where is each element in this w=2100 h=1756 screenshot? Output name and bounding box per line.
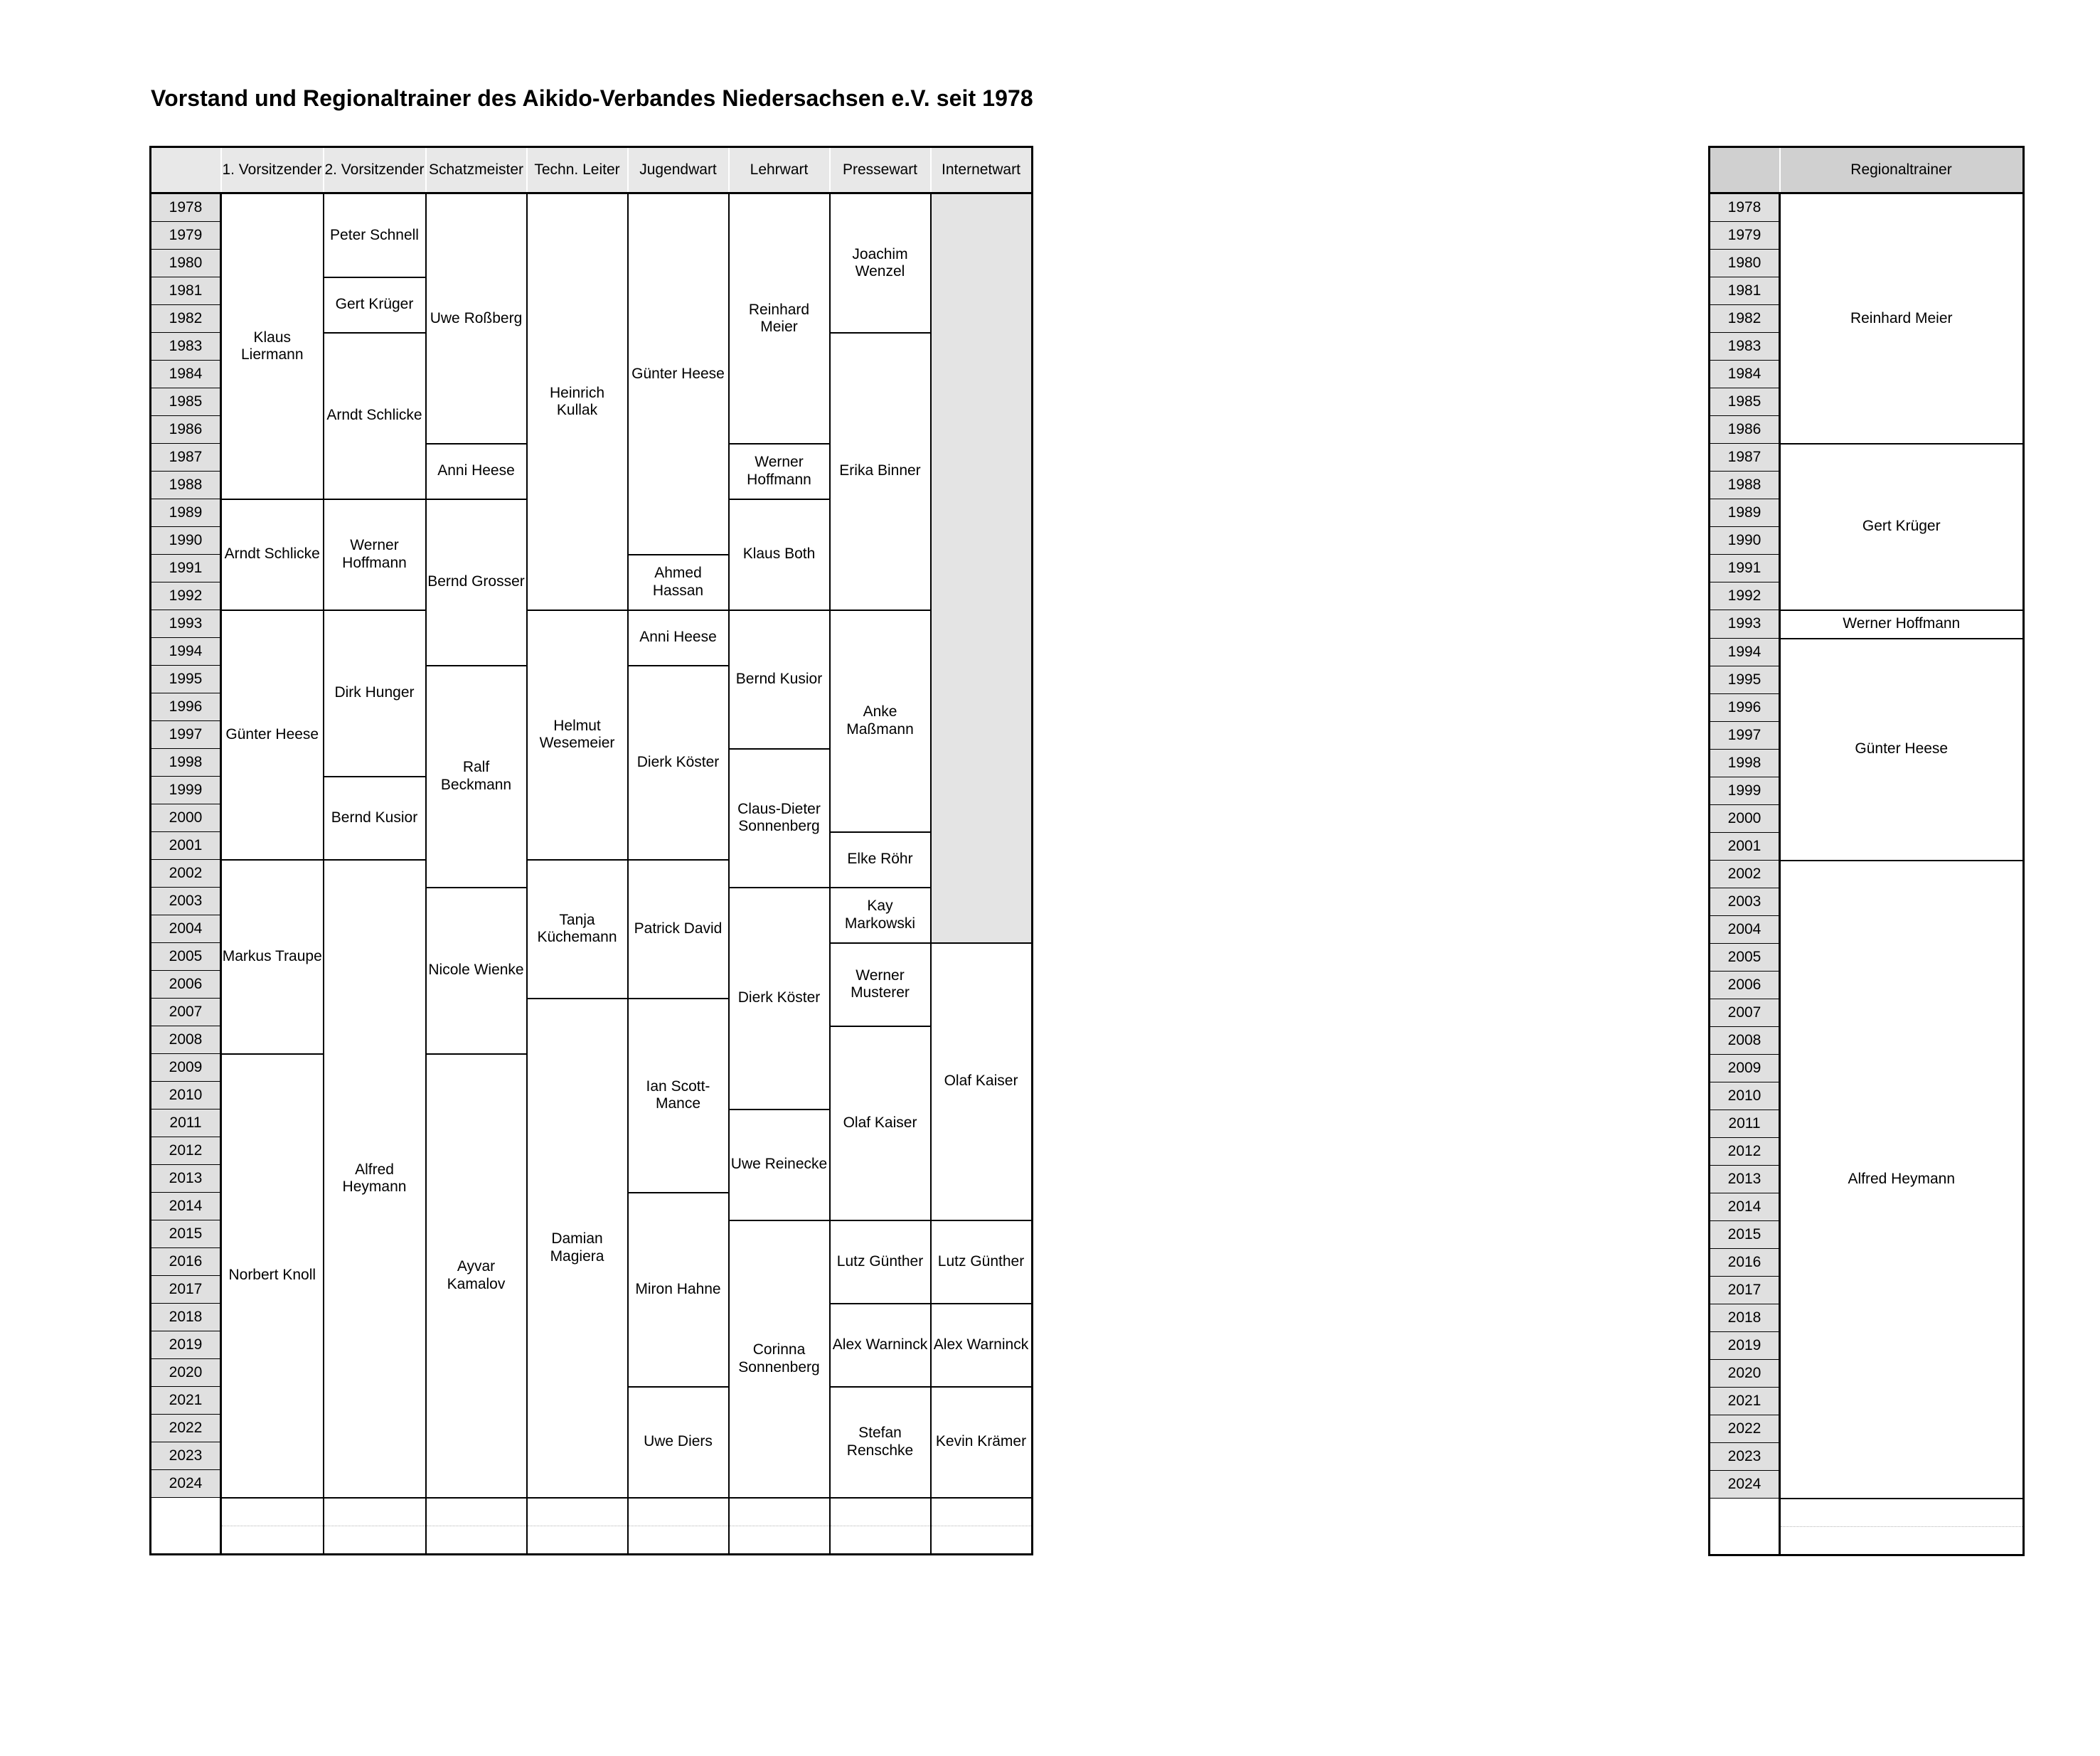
year-cell-2014: 2014	[151, 1193, 221, 1220]
cell-jugendwart-empty	[628, 1498, 729, 1526]
cell-jugendwart-patrick-david: Patrick David	[628, 860, 729, 999]
cell-jugendwart-gunter-heese: Günter Heese	[628, 193, 729, 555]
year-cell-1985: 1985	[151, 388, 221, 416]
year-cell-1982: 1982	[151, 305, 221, 333]
rt-year-cell-1980: 1980	[1710, 250, 1780, 277]
cell-pressewart-empty	[830, 1498, 931, 1526]
rt-year-cell-empty	[1710, 1526, 1780, 1555]
table-header-row	[1710, 147, 2024, 193]
rt-year-cell-2003: 2003	[1710, 888, 1780, 916]
cell-1-vorsitzender-klaus-liermann: Klaus Liermann	[221, 193, 324, 499]
cell-schatzmeister-empty	[426, 1498, 527, 1526]
regionaltrainer-table	[1708, 146, 2025, 1556]
table-row	[1710, 1526, 2024, 1555]
rt-year-cell-1993: 1993	[1710, 610, 1780, 639]
cell-pressewart-lutz-gunther: Lutz Günther	[830, 1220, 931, 1304]
cell-pressewart-elke-rohr: Elke Röhr	[830, 832, 931, 888]
year-cell-2011: 2011	[151, 1110, 221, 1137]
cell-techn-leiter-empty	[527, 1498, 628, 1526]
cell-internetwart-empty	[931, 1526, 1033, 1554]
table-row	[151, 610, 1033, 638]
cell-lehrwart-werner-hoffmann: Werner Hoffmann	[729, 444, 830, 499]
table-row	[1710, 639, 2024, 666]
rt-year-cell-1996: 1996	[1710, 694, 1780, 722]
column-header-jugendwart: Jugendwart	[628, 147, 729, 193]
cell-regionaltrainer-empty	[1780, 1499, 2024, 1527]
year-cell-1997: 1997	[151, 721, 221, 749]
cell-internetwart-kevin-kramer: Kevin Krämer	[931, 1387, 1033, 1498]
cell-techn-leiter-helmut-wesemeier: Helmut Wesemeier	[527, 610, 628, 860]
year-cell-1996: 1996	[151, 693, 221, 721]
cell-lehrwart-corinna-sonnenberg: Corinna Sonnenberg	[729, 1220, 830, 1498]
year-cell-2013: 2013	[151, 1165, 221, 1193]
year-cell-empty	[151, 1498, 221, 1526]
cell-internetwart-empty	[931, 1498, 1033, 1526]
cell-pressewart-alex-warninck: Alex Warninck	[830, 1304, 931, 1387]
table-row	[151, 1498, 1033, 1526]
regionaltrainer-table-body	[1710, 193, 2024, 1555]
rt-year-cell-2000: 2000	[1710, 805, 1780, 833]
year-cell-2022: 2022	[151, 1415, 221, 1442]
rt-year-cell-1991: 1991	[1710, 555, 1780, 582]
table-row	[1710, 1499, 2024, 1527]
rt-year-cell-2024: 2024	[1710, 1471, 1780, 1499]
vorstand-table	[149, 146, 1033, 1555]
cell-regionaltrainer-gunter-heese: Günter Heese	[1780, 639, 2024, 861]
column-header-pressewart: Pressewart	[830, 147, 931, 193]
rt-year-cell-2023: 2023	[1710, 1443, 1780, 1471]
rt-year-cell-1998: 1998	[1710, 750, 1780, 777]
cell-techn-leiter-tanja-kuchemann: Tanja Küchemann	[527, 860, 628, 999]
rt-year-cell-2013: 2013	[1710, 1166, 1780, 1193]
cell-regionaltrainer-reinhard-meier: Reinhard Meier	[1780, 193, 2024, 444]
cell-2-vorsitzender-peter-schnell: Peter Schnell	[324, 193, 426, 277]
cell-1-vorsitzender-gunter-heese: Günter Heese	[221, 610, 324, 860]
cell-schatzmeister-uwe-rossberg: Uwe Roßberg	[426, 193, 527, 444]
rt-year-cell-2001: 2001	[1710, 833, 1780, 861]
rt-year-cell-1985: 1985	[1710, 388, 1780, 416]
cell-schatzmeister-anni-heese: Anni Heese	[426, 444, 527, 499]
cell-2-vorsitzender-gert-kruger: Gert Krüger	[324, 277, 426, 333]
rt-year-cell-2020: 2020	[1710, 1360, 1780, 1388]
year-cell-2021: 2021	[151, 1387, 221, 1415]
cell-jugendwart-dierk-koster: Dierk Köster	[628, 666, 729, 860]
year-cell-1992: 1992	[151, 582, 221, 610]
table-corner-header	[151, 147, 221, 193]
year-cell-1979: 1979	[151, 222, 221, 250]
cell-regionaltrainer-alfred-heymann: Alfred Heymann	[1780, 861, 2024, 1499]
rt-year-cell-2010: 2010	[1710, 1082, 1780, 1110]
rt-year-cell-2006: 2006	[1710, 972, 1780, 999]
column-header-techn-leiter: Techn. Leiter	[527, 147, 628, 193]
table-row	[151, 193, 1033, 222]
year-cell-1983: 1983	[151, 333, 221, 361]
cell-jugendwart-uwe-diers: Uwe Diers	[628, 1387, 729, 1498]
rt-year-cell-2016: 2016	[1710, 1249, 1780, 1277]
cell-pressewart-joachim-wenzel: Joachim Wenzel	[830, 193, 931, 333]
year-cell-2012: 2012	[151, 1137, 221, 1165]
cell-lehrwart-bernd-kusior: Bernd Kusior	[729, 610, 830, 749]
year-cell-1991: 1991	[151, 555, 221, 582]
column-header-1-vorsitzender: 1. Vorsitzender	[221, 147, 324, 193]
year-cell-2015: 2015	[151, 1220, 221, 1248]
table-row	[1710, 610, 2024, 639]
year-cell-1978: 1978	[151, 193, 221, 222]
rt-year-cell-1978: 1978	[1710, 193, 1780, 222]
rt-year-cell-1999: 1999	[1710, 777, 1780, 805]
rt-year-cell-2015: 2015	[1710, 1221, 1780, 1249]
cell-pressewart-anke-massmann: Anke Maßmann	[830, 610, 931, 832]
vorstand-table-wrapper	[149, 146, 1033, 1555]
rt-year-cell-1990: 1990	[1710, 527, 1780, 555]
rt-year-cell-1981: 1981	[1710, 277, 1780, 305]
rt-year-cell-empty	[1710, 1499, 1780, 1527]
column-header-regionaltrainer: Regionaltrainer	[1780, 147, 2024, 193]
year-cell-1993: 1993	[151, 610, 221, 638]
rt-year-cell-2005: 2005	[1710, 944, 1780, 972]
cell-2-vorsitzender-dirk-hunger: Dirk Hunger	[324, 610, 426, 777]
cell-1-vorsitzender-norbert-knoll: Norbert Knoll	[221, 1054, 324, 1498]
vorstand-table-body	[151, 193, 1033, 1555]
cell-1-vorsitzender-empty	[221, 1498, 324, 1526]
rt-year-cell-1989: 1989	[1710, 499, 1780, 527]
cell-2-vorsitzender-empty	[324, 1498, 426, 1526]
table-header-row	[151, 147, 1033, 193]
rt-year-cell-2018: 2018	[1710, 1304, 1780, 1332]
cell-pressewart-stefan-renschke: Stefan Renschke	[830, 1387, 931, 1498]
rt-year-cell-1994: 1994	[1710, 639, 1780, 666]
year-cell-1984: 1984	[151, 361, 221, 388]
cell-internetwart-alex-warninck: Alex Warninck	[931, 1304, 1033, 1387]
cell-lehrwart-empty	[729, 1498, 830, 1526]
year-cell-2004: 2004	[151, 915, 221, 943]
rt-year-cell-2007: 2007	[1710, 999, 1780, 1027]
cell-2-vorsitzender-bernd-kusior: Bernd Kusior	[324, 777, 426, 860]
year-cell-1995: 1995	[151, 666, 221, 693]
rt-year-cell-2004: 2004	[1710, 916, 1780, 944]
year-cell-2019: 2019	[151, 1331, 221, 1359]
year-cell-1989: 1989	[151, 499, 221, 527]
year-cell-2008: 2008	[151, 1026, 221, 1054]
rt-year-cell-2014: 2014	[1710, 1193, 1780, 1221]
cell-pressewart-erika-binner: Erika Binner	[830, 333, 931, 610]
year-cell-1990: 1990	[151, 527, 221, 555]
table-row	[151, 1526, 1033, 1554]
table-row	[1710, 861, 2024, 888]
cell-lehrwart-claus-dieter-sonnenberg: Claus-Dieter Sonnenberg	[729, 749, 830, 888]
column-header-schatzmeister: Schatzmeister	[426, 147, 527, 193]
rt-year-cell-2012: 2012	[1710, 1138, 1780, 1166]
cell-2-vorsitzender-arndt-schlicke: Arndt Schlicke	[324, 333, 426, 499]
cell-pressewart-olaf-kaiser: Olaf Kaiser	[830, 1026, 931, 1220]
cell-lehrwart-dierk-koster: Dierk Köster	[729, 888, 830, 1110]
regionaltrainer-table-head	[1710, 147, 2024, 193]
cell-regionaltrainer-gert-kruger: Gert Krüger	[1780, 444, 2024, 610]
rt-year-cell-1997: 1997	[1710, 722, 1780, 750]
year-cell-2018: 2018	[151, 1304, 221, 1331]
rt-year-cell-1979: 1979	[1710, 222, 1780, 250]
cell-jugendwart-miron-hahne: Miron Hahne	[628, 1193, 729, 1387]
cell-lehrwart-uwe-reinecke: Uwe Reinecke	[729, 1110, 830, 1220]
regionaltrainer-table-wrapper	[1708, 146, 2025, 1556]
year-cell-1988: 1988	[151, 472, 221, 499]
rt-year-cell-2017: 2017	[1710, 1277, 1780, 1304]
year-cell-2009: 2009	[151, 1054, 221, 1082]
cell-jugendwart-anni-heese: Anni Heese	[628, 610, 729, 666]
year-cell-1999: 1999	[151, 777, 221, 804]
year-cell-1981: 1981	[151, 277, 221, 305]
cell-2-vorsitzender-alfred-heymann: Alfred Heymann	[324, 860, 426, 1498]
cell-2-vorsitzender-werner-hoffmann: Werner Hoffmann	[324, 499, 426, 610]
cell-2-vorsitzender-empty	[324, 1526, 426, 1554]
rt-year-cell-1988: 1988	[1710, 472, 1780, 499]
rt-year-cell-2019: 2019	[1710, 1332, 1780, 1360]
year-cell-2017: 2017	[151, 1276, 221, 1304]
year-cell-2024: 2024	[151, 1470, 221, 1498]
table-row	[1710, 444, 2024, 472]
year-cell-1986: 1986	[151, 416, 221, 444]
cell-internetwart-empty	[931, 193, 1033, 943]
cell-techn-leiter-damian-magiera: Damian Magiera	[527, 999, 628, 1498]
rt-year-cell-2008: 2008	[1710, 1027, 1780, 1055]
year-cell-2003: 2003	[151, 888, 221, 915]
cell-pressewart-werner-musterer: Werner Musterer	[830, 943, 931, 1026]
rt-year-cell-2022: 2022	[1710, 1415, 1780, 1443]
rt-year-cell-1987: 1987	[1710, 444, 1780, 472]
cell-schatzmeister-ralf-beckmann: Ralf Beckmann	[426, 666, 527, 888]
year-cell-2000: 2000	[151, 804, 221, 832]
rt-year-cell-2011: 2011	[1710, 1110, 1780, 1138]
rt-year-cell-1982: 1982	[1710, 305, 1780, 333]
cell-jugendwart-empty	[628, 1526, 729, 1554]
year-cell-2007: 2007	[151, 999, 221, 1026]
year-cell-2016: 2016	[151, 1248, 221, 1276]
year-cell-2023: 2023	[151, 1442, 221, 1470]
cell-1-vorsitzender-empty	[221, 1526, 324, 1554]
cell-lehrwart-reinhard-meier: Reinhard Meier	[729, 193, 830, 444]
year-cell-2006: 2006	[151, 971, 221, 999]
rt-year-cell-2009: 2009	[1710, 1055, 1780, 1082]
year-cell-1998: 1998	[151, 749, 221, 777]
year-cell-1987: 1987	[151, 444, 221, 472]
page-title: Vorstand und Regionaltrainer des Aikido-Verbandes Niedersachsen e.V. seit 1978	[151, 85, 1033, 111]
cell-techn-leiter-empty	[527, 1526, 628, 1554]
rt-year-cell-1986: 1986	[1710, 416, 1780, 444]
cell-schatzmeister-empty	[426, 1526, 527, 1554]
regionaltrainer-corner-header	[1710, 147, 1780, 193]
year-cell-empty	[151, 1526, 221, 1554]
cell-schatzmeister-bernd-grosser: Bernd Grosser	[426, 499, 527, 666]
cell-1-vorsitzender-arndt-schlicke: Arndt Schlicke	[221, 499, 324, 610]
table-row	[1710, 193, 2024, 222]
column-header-lehrwart: Lehrwart	[729, 147, 830, 193]
cell-pressewart-empty	[830, 1526, 931, 1554]
cell-schatzmeister-nicole-wienke: Nicole Wienke	[426, 888, 527, 1054]
year-cell-2001: 2001	[151, 832, 221, 860]
cell-lehrwart-klaus-both: Klaus Both	[729, 499, 830, 610]
year-cell-2002: 2002	[151, 860, 221, 888]
rt-year-cell-1995: 1995	[1710, 666, 1780, 694]
rt-year-cell-2021: 2021	[1710, 1388, 1780, 1415]
cell-jugendwart-ian-scott-mance: Ian Scott-Mance	[628, 999, 729, 1193]
cell-jugendwart-ahmed-hassan: Ahmed Hassan	[628, 555, 729, 610]
year-cell-1994: 1994	[151, 638, 221, 666]
cell-internetwart-lutz-gunther: Lutz Günther	[931, 1220, 1033, 1304]
cell-schatzmeister-ayvar-kamalov: Ayvar Kamalov	[426, 1054, 527, 1498]
year-cell-1980: 1980	[151, 250, 221, 277]
rt-year-cell-2002: 2002	[1710, 861, 1780, 888]
cell-regionaltrainer-werner-hoffmann: Werner Hoffmann	[1780, 610, 2024, 639]
column-header-internetwart: Internetwart	[931, 147, 1033, 193]
rt-year-cell-1983: 1983	[1710, 333, 1780, 361]
vorstand-table-head	[151, 147, 1033, 193]
cell-internetwart-olaf-kaiser: Olaf Kaiser	[931, 943, 1033, 1220]
cell-1-vorsitzender-markus-traupe: Markus Traupe	[221, 860, 324, 1054]
year-cell-2005: 2005	[151, 943, 221, 971]
cell-pressewart-kay-markowski: Kay Markowski	[830, 888, 931, 943]
cell-techn-leiter-heinrich-kullak: Heinrich Kullak	[527, 193, 628, 610]
cell-regionaltrainer-empty	[1780, 1526, 2024, 1555]
rt-year-cell-1992: 1992	[1710, 582, 1780, 610]
year-cell-2010: 2010	[151, 1082, 221, 1110]
cell-lehrwart-empty	[729, 1526, 830, 1554]
year-cell-2020: 2020	[151, 1359, 221, 1387]
rt-year-cell-1984: 1984	[1710, 361, 1780, 388]
column-header-2-vorsitzender: 2. Vorsitzender	[324, 147, 426, 193]
